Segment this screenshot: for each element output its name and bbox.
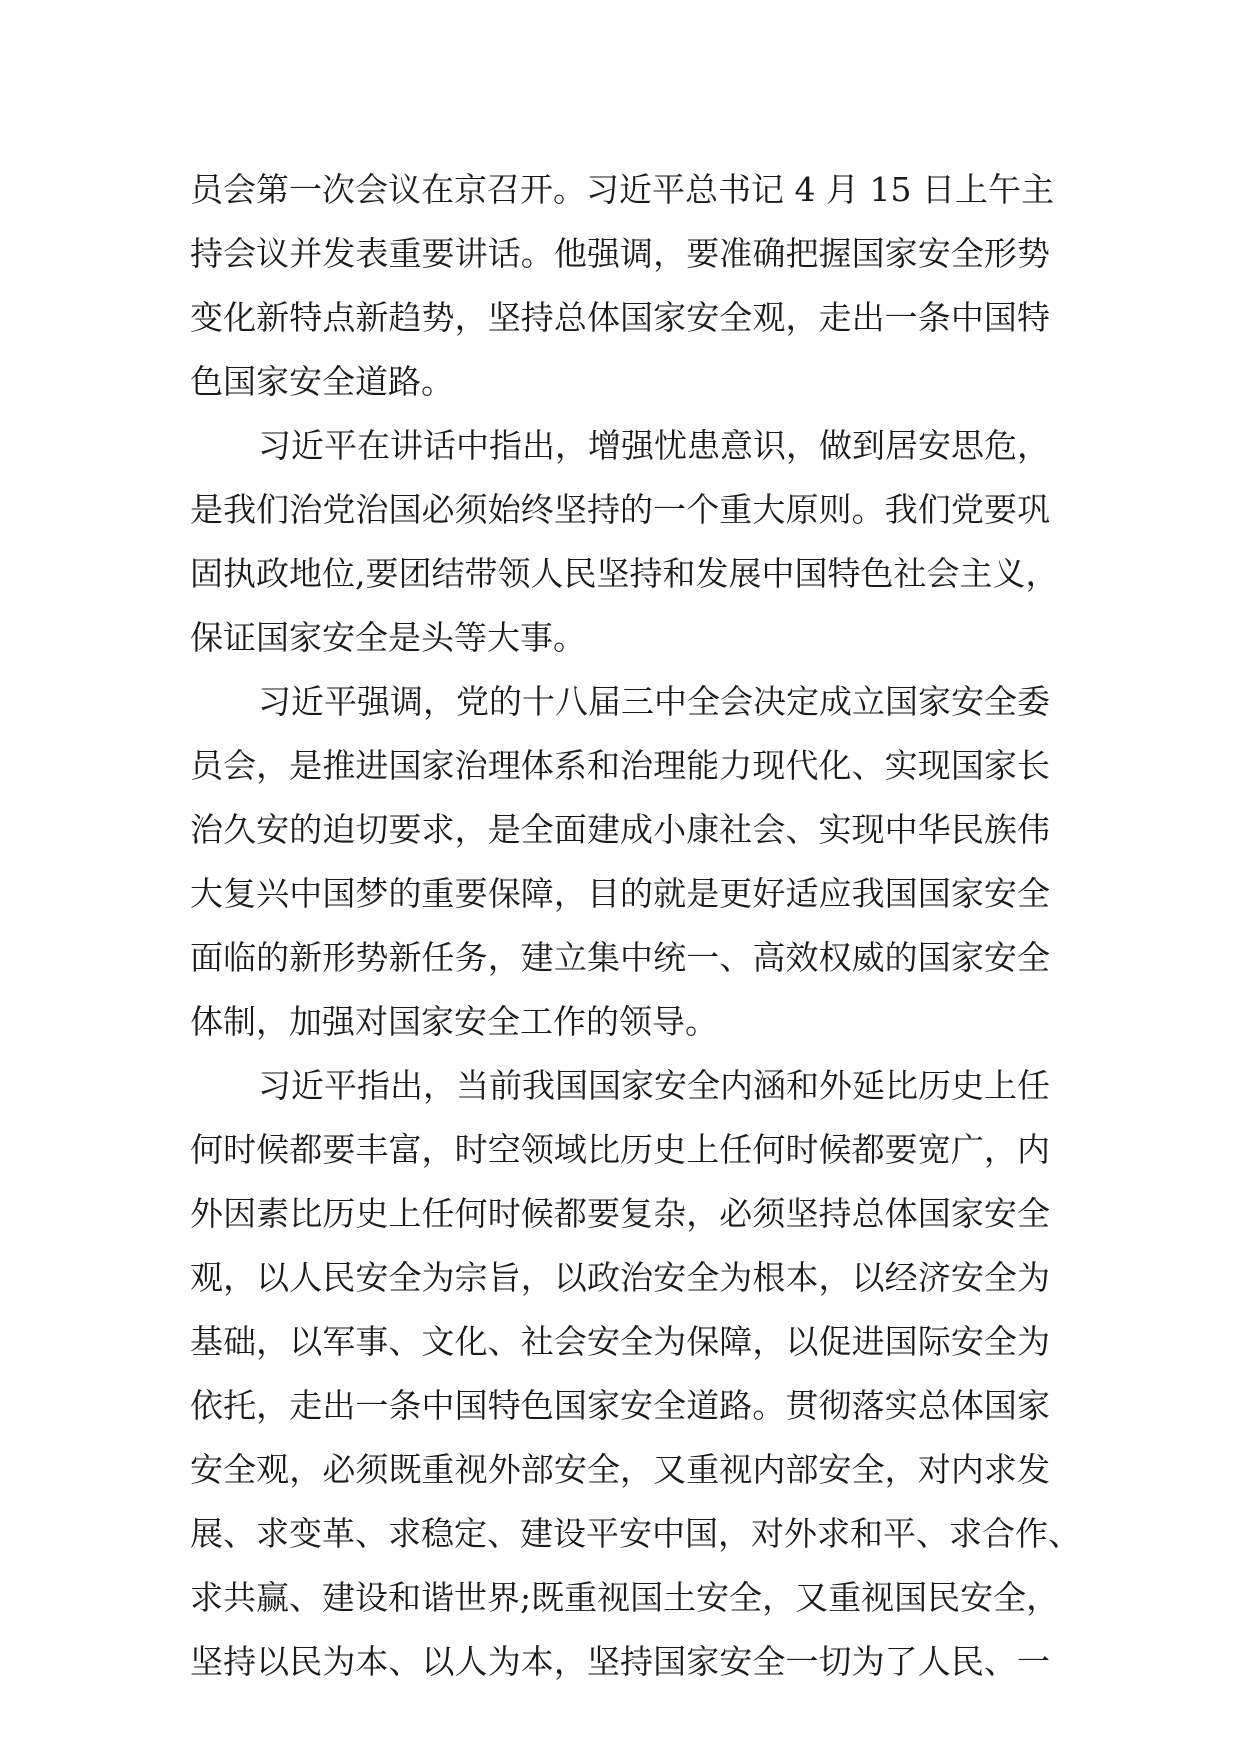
text-line: 安全观，必须既重视外部安全，又重视内部安全，对内求发 [190, 1450, 1050, 1489]
text-line: 大复兴中国梦的重要保障，目的就是更好适应我国国家安全 [190, 874, 1050, 913]
text-line: 持会议并发表重要讲话。他强调，要准确把握国家安全形势 [190, 234, 1050, 273]
text-line: 基础，以军事、文化、社会安全为保障，以促进国际安全为 [190, 1322, 1050, 1361]
text-line: 展、求变革、求稳定、建设平安中国，对外求和平、求合作、 [190, 1514, 1081, 1553]
text-line: 固执政地位,要团结带领人民坚持和发展中国特色社会主义， [190, 554, 1059, 593]
text-line: 是我们治党治国必须始终坚持的一个重大原则。我们党要巩 [190, 490, 1050, 529]
text-line: 面临的新形势新任务，建立集中统一、高效权威的国家安全 [190, 938, 1050, 977]
text-line: 外因素比历史上任何时候都要复杂，必须坚持总体国家安全 [190, 1194, 1050, 1233]
text-line: 色国家安全道路。 [190, 362, 454, 401]
text-line: 保证国家安全是头等大事。 [190, 618, 586, 657]
body-text [190, 158, 1081, 1694]
paragraph-first-line: 习近平强调，党的十八届三中全会决定成立国家安全委 [258, 682, 1050, 721]
text-line: 观，以人民安全为宗旨，以政治安全为根本，以经济安全为 [190, 1258, 1050, 1297]
text-line: 体制，加强对国家安全工作的领导。 [190, 1002, 718, 1041]
text-line: 员会，是推进国家治理体系和治理能力现代化、实现国家长 [190, 746, 1050, 785]
text-line: 依托，走出一条中国特色国家安全道路。贯彻落实总体国家 [190, 1386, 1050, 1425]
text-line: 治久安的迫切要求，是全面建成小康社会、实现中华民族伟 [190, 810, 1050, 849]
paragraph-first-line: 习近平在讲话中指出，增强忧患意识，做到居安思危， [258, 426, 1050, 465]
paragraph-first-line: 习近平指出，当前我国国家安全内涵和外延比历史上任 [258, 1066, 1050, 1105]
text-line: 坚持以民为本、以人为本，坚持国家安全一切为了人民、一 [190, 1642, 1050, 1681]
text-line: 求共赢、建设和谐世界;既重视国土安全，又重视国民安全， [190, 1578, 1060, 1617]
text-line: 变化新特点新趋势，坚持总体国家安全观，走出一条中国特 [190, 298, 1050, 337]
text-line: 员会第一次会议在京召开。习近平总书记 4 月 15 日上午主 [190, 170, 1054, 209]
text-line: 何时候都要丰富，时空领域比历史上任何时候都要宽广，内 [190, 1130, 1050, 1169]
